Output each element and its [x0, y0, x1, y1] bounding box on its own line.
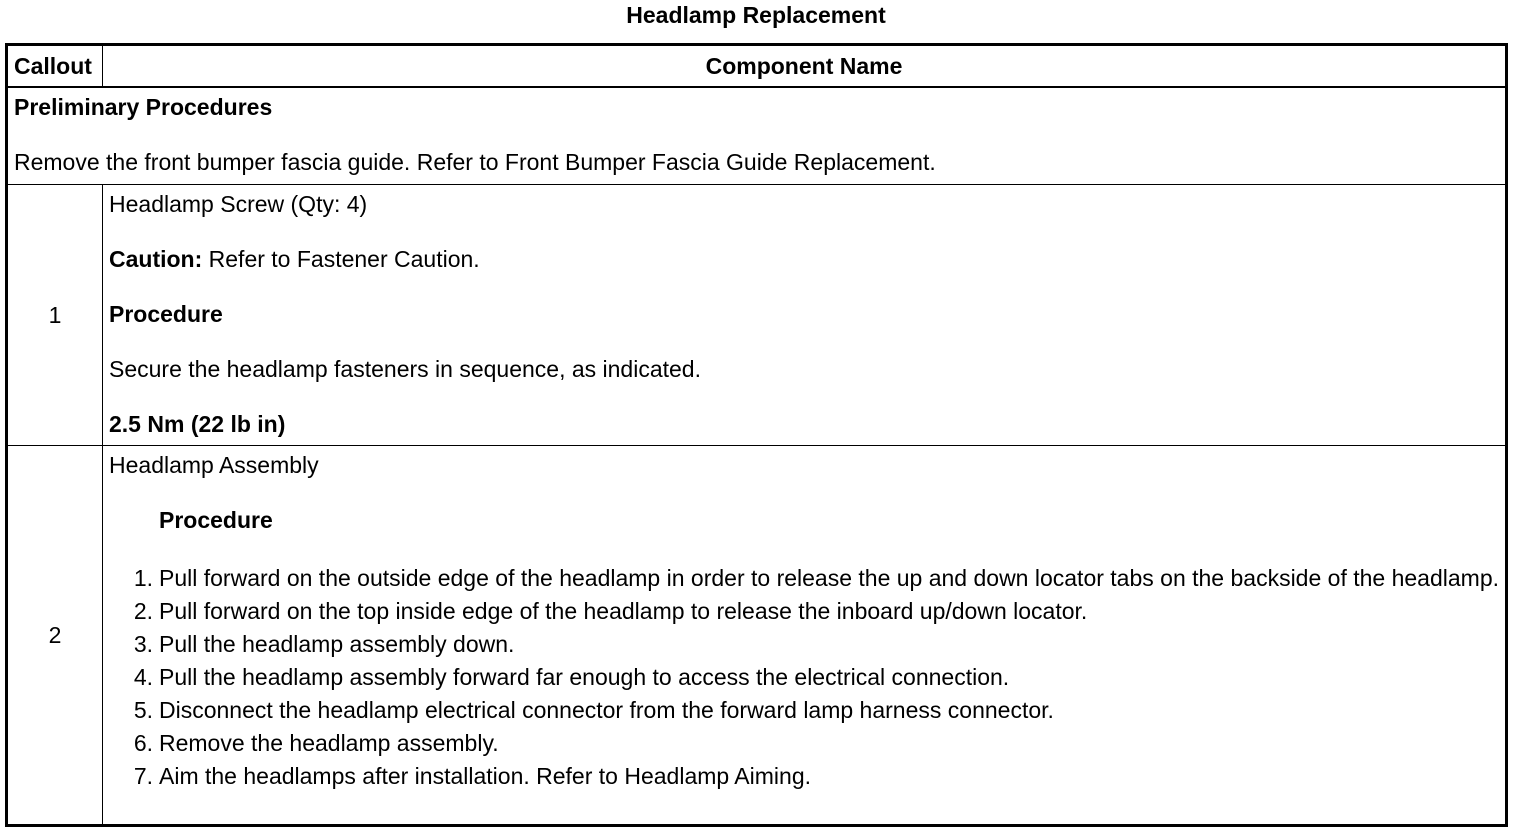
- list-item: [133, 725, 1499, 758]
- step-text: Remove the headlamp assembly.: [159, 730, 499, 756]
- step-number: 1.: [133, 565, 153, 591]
- list-item: [133, 593, 1499, 626]
- procedure-heading: Procedure: [159, 507, 273, 533]
- list-item: [133, 758, 1499, 791]
- step-text: Pull the headlamp assembly down.: [159, 631, 515, 657]
- callout-number: 1: [7, 185, 103, 446]
- step-text: Disconnect the headlamp electrical connector from the forward lamp harness connector.: [159, 697, 1054, 723]
- procedure-steps-list: [109, 560, 1499, 791]
- component-cell: [103, 446, 1507, 826]
- page-title: Headlamp Replacement: [626, 2, 886, 28]
- caution-label: Caution:: [109, 246, 203, 272]
- step-number: 2.: [133, 598, 153, 624]
- component-name: Headlamp Screw (Qty: 4): [109, 191, 368, 217]
- step-text: Aim the headlamps after installation. Refer to Headlamp Aiming.: [159, 763, 811, 789]
- step-text: Pull forward on the top inside edge of the headlamp to release the inboard up/down locator.: [159, 598, 1088, 624]
- procedure-heading: Procedure: [109, 301, 223, 327]
- step-number: 5.: [133, 697, 153, 723]
- procedure-table: [5, 43, 1508, 827]
- step-text: Pull the headlamp assembly forward far enough to access the electrical connection.: [159, 664, 1010, 690]
- list-item: [133, 692, 1499, 725]
- table-header-row: [7, 45, 1507, 88]
- callout-column-header: Callout: [7, 45, 103, 88]
- procedure-text: Secure the headlamp fasteners in sequence, as indicated.: [109, 356, 701, 382]
- caution-note: [109, 244, 1499, 274]
- step-number: 3.: [133, 631, 153, 657]
- component-name-column-header: Component Name: [103, 45, 1507, 88]
- callout-number: 2: [7, 446, 103, 826]
- preliminary-text: Remove the front bumper fascia guide. Refer to Front Bumper Fascia Guide Replacement.: [14, 149, 936, 175]
- step-number: 6.: [133, 730, 153, 756]
- table-row: [7, 446, 1507, 826]
- preliminary-cell: [7, 87, 1507, 185]
- table-row: [7, 185, 1507, 446]
- list-item: [133, 560, 1499, 593]
- step-number: 7.: [133, 763, 153, 789]
- component-name: Headlamp Assembly: [109, 452, 319, 478]
- caution-text: Refer to Fastener Caution.: [202, 246, 480, 272]
- torque-spec: 2.5 Nm (22 lb in): [109, 411, 286, 437]
- list-item: [133, 659, 1499, 692]
- preliminary-heading: Preliminary Procedures: [14, 94, 273, 120]
- list-item: [133, 626, 1499, 659]
- preliminary-row: [7, 87, 1507, 185]
- step-number: 4.: [133, 664, 153, 690]
- step-text: Pull forward on the outside edge of the headlamp in order to release the up and down locator tabs on the backside of the headlamp.: [159, 565, 1499, 591]
- component-cell: [103, 185, 1507, 446]
